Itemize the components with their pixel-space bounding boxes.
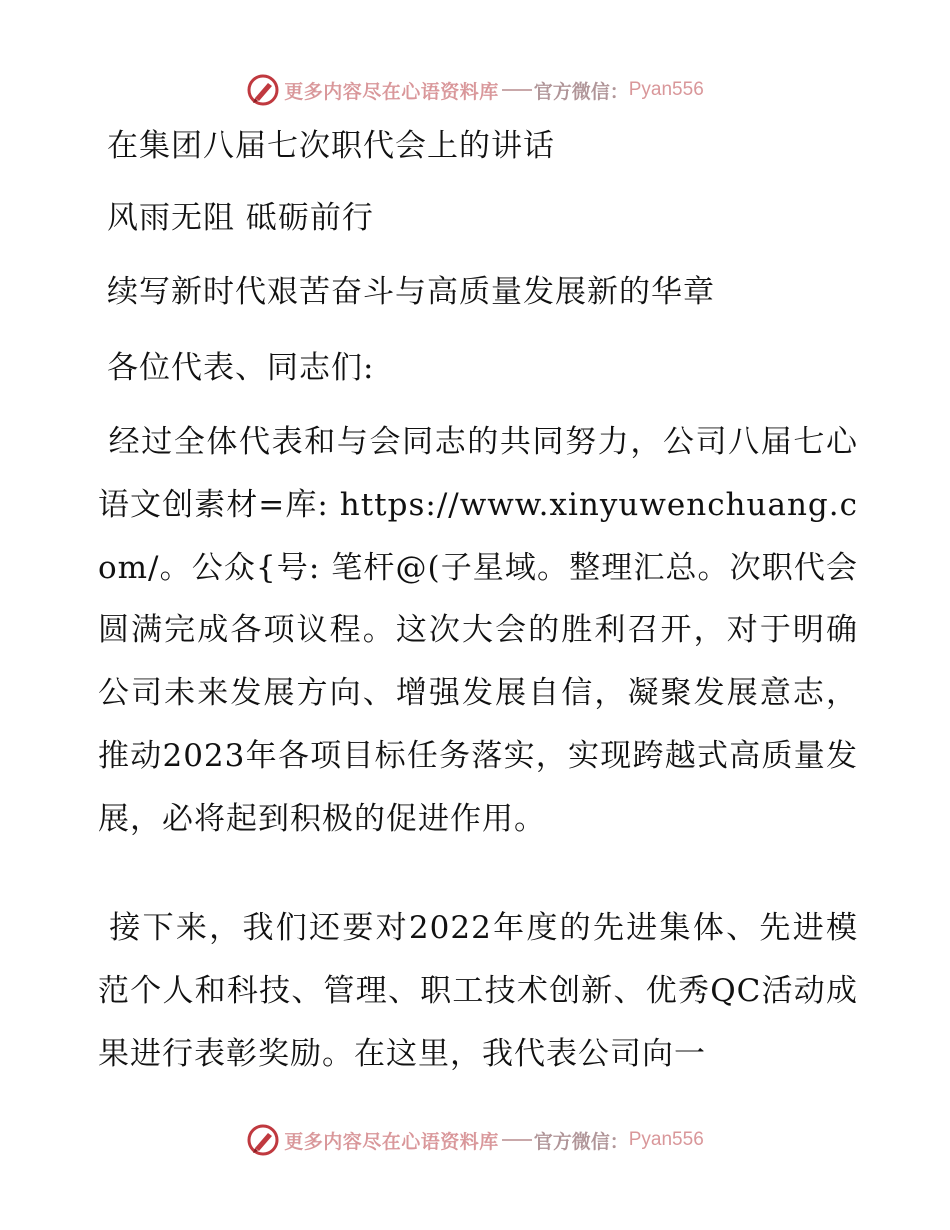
paragraph-1	[98, 411, 858, 851]
title-line-1: 在集团八届七次职代会上的讲话	[107, 128, 555, 164]
paragraph-2-text: 接下来，我们还要对2022年度的先进集体、先进模范个人和科技、管理、职工技术创新、优秀QC活动成果进行表彰奖励。在这里，我代表公司向一	[98, 910, 858, 1072]
watermark-official-label: 官方微信：	[533, 80, 629, 103]
paragraph-1-text: 经过全体代表和与会同志的共同努力，公司八届七心语文创素材=库: https://www.xinyuwenchuang.com/。公众{号: 笔杆@(子星域。整理汇总。次职代会圆满完成各项议程。这次大会的胜利召开，对于明确公司未来发展方向、增强发展自信，凝聚发展意志，推动2023年各项目标任务落实，实现跨越式高质量发展，必将起到积极的促进作用。	[98, 424, 858, 837]
title-line-2: 风雨无阻 砥砺前行	[107, 200, 374, 236]
salutation: 各位代表、同志们:	[107, 350, 375, 386]
footer-watermark	[0, 1120, 950, 1160]
watermark-dash	[502, 1139, 532, 1141]
pen-logo-icon	[246, 1123, 280, 1157]
pen-logo-icon	[246, 73, 280, 107]
watermark-text: 更多内容尽在心语资料库	[284, 1130, 499, 1153]
header-watermark	[0, 70, 950, 110]
watermark-wechat-id: Pyan556	[628, 1129, 704, 1150]
title-line-3: 续写新时代艰苦奋斗与高质量发展新的华章	[107, 274, 715, 310]
watermark-dash	[502, 89, 532, 91]
watermark-text: 更多内容尽在心语资料库	[284, 80, 499, 103]
watermark-official-label: 官方微信：	[533, 1130, 629, 1153]
paragraph-2	[98, 897, 858, 1085]
watermark-wechat-id: Pyan556	[628, 79, 704, 100]
